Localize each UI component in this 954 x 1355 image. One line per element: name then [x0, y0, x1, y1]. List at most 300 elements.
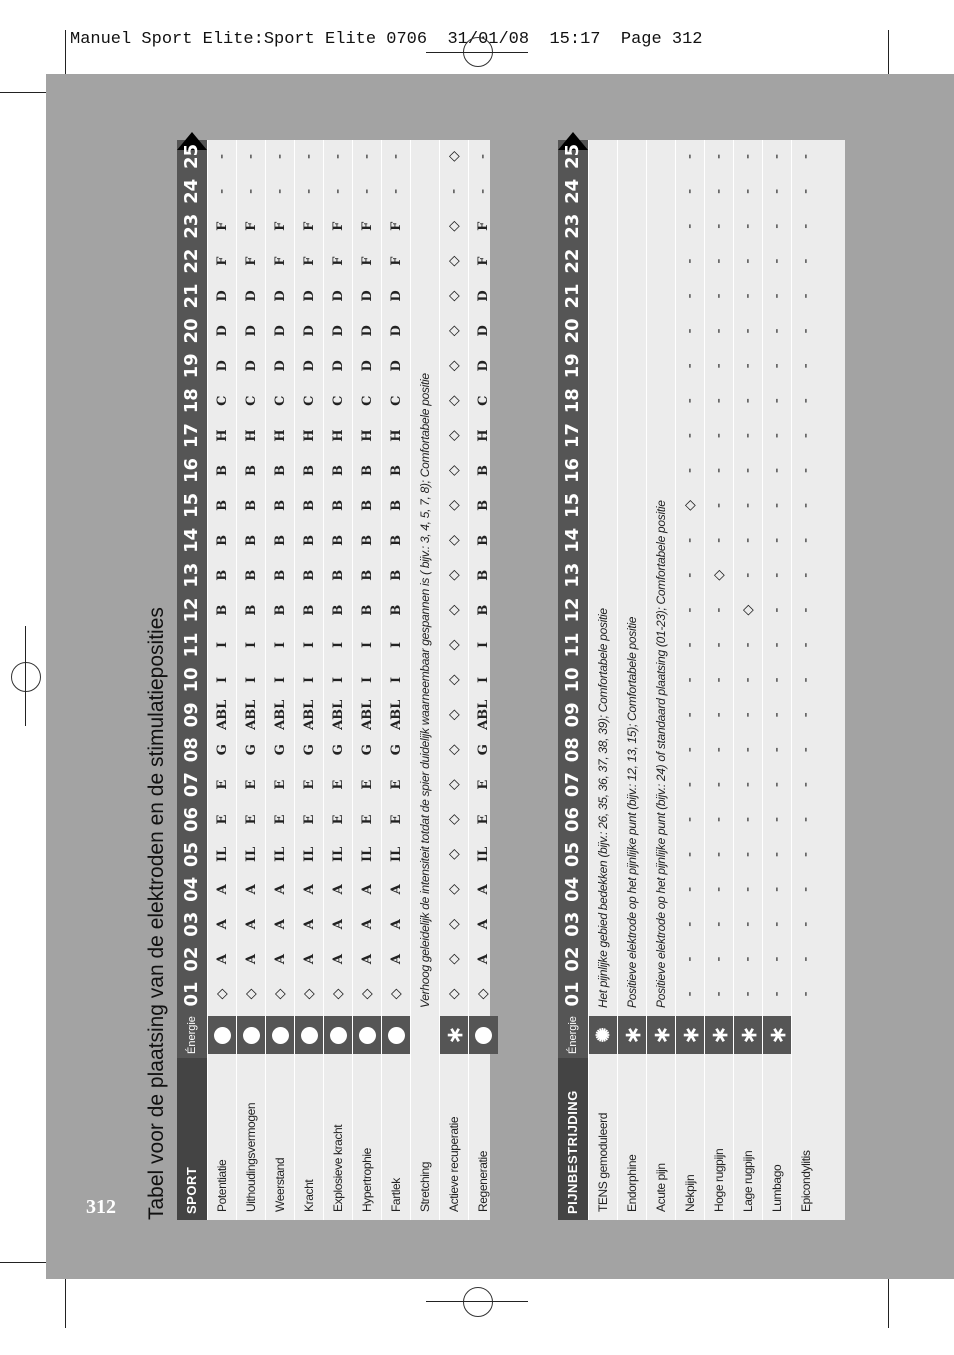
table-cell: A	[273, 919, 288, 930]
table-cell: A	[360, 954, 375, 965]
table-cell: -	[272, 188, 288, 194]
table-cell: -	[740, 363, 756, 369]
energy-cell	[792, 1016, 821, 1054]
table-cell: -	[682, 886, 698, 892]
table-cell: F	[302, 221, 317, 231]
table-cell: -	[682, 677, 698, 683]
table-cell: -	[682, 607, 698, 613]
table-cell: -	[682, 572, 698, 578]
table-cell: IL	[244, 846, 259, 863]
row-label: Actieve recuperatie	[447, 1116, 461, 1212]
table-cell: E	[360, 814, 375, 825]
table-cell: -	[740, 223, 756, 229]
table-cell: C	[476, 395, 491, 406]
table-cell: A	[360, 884, 375, 895]
table-cell: F	[331, 221, 346, 231]
table-cell: D	[360, 360, 375, 372]
table-cell: B	[273, 534, 288, 546]
table-cell: A	[273, 884, 288, 895]
table-cell: D	[476, 360, 491, 372]
column-number: 06	[181, 806, 202, 833]
table-cell: H	[244, 429, 259, 442]
table-cell: G	[273, 744, 288, 756]
table-cell: B	[331, 499, 346, 511]
table-cell: G	[244, 744, 259, 756]
table-cell: B	[476, 569, 491, 581]
column-number: 14	[562, 527, 583, 553]
row-label: Hypertrophie	[360, 1148, 374, 1212]
table-cell: -	[711, 188, 727, 194]
column-number: 04	[181, 876, 202, 902]
column-number: 25	[562, 143, 583, 169]
row-note: Verhoog geleidelijk de intensiteit totdat de spier duidelijk waarneembaar gespannen is ( bijv.: 3, 4, 5, 7, 8); Comfortabele positie	[418, 373, 432, 1008]
table-cell: -	[769, 328, 785, 334]
table-cell: A	[215, 884, 230, 895]
table-cell: B	[273, 569, 288, 581]
column-number: 14	[181, 527, 202, 553]
crop-mark	[426, 1301, 528, 1302]
table-cell: B	[476, 604, 491, 616]
table-cell: -	[711, 328, 727, 334]
section-label: SPORT	[177, 1058, 207, 1220]
table-cell: -	[798, 712, 814, 718]
table-cell: I	[273, 676, 288, 683]
table-cell: F	[389, 221, 404, 231]
column-number: 13	[562, 562, 583, 588]
table-cell: -	[769, 886, 785, 892]
table-cell: E	[476, 779, 491, 790]
table-cell: D	[215, 325, 230, 337]
table-cell: ◇	[359, 988, 375, 1000]
table-cell: -	[711, 398, 727, 404]
table-cell: B	[360, 534, 375, 546]
table-cell: -	[711, 921, 727, 927]
table-cell: F	[389, 256, 404, 266]
table-cell: -	[682, 328, 698, 334]
table-cell: -	[769, 607, 785, 613]
table-cell: F	[476, 256, 491, 266]
table-cell: E	[331, 814, 346, 825]
energy-cell	[676, 1016, 705, 1054]
table-cell: ◇	[446, 744, 462, 756]
table-cell: ABL	[215, 699, 230, 730]
table-cell: -	[769, 433, 785, 439]
table-cell: ◇	[446, 151, 462, 162]
rotated-content	[145, 130, 850, 1220]
page-number: 312	[86, 1196, 116, 1218]
table-cell: C	[215, 395, 230, 406]
table-cell: I	[273, 641, 288, 649]
table-cell: ◇	[446, 325, 462, 337]
table-row	[468, 140, 498, 1220]
table-cell: -	[740, 328, 756, 334]
table-cell: -	[798, 258, 814, 264]
column-number: 25	[181, 143, 202, 169]
table-cell: -	[359, 153, 375, 159]
energy-cell	[208, 1016, 237, 1054]
table-cell: D	[273, 290, 288, 302]
table-cell: C	[244, 395, 259, 406]
table-cell: -	[214, 188, 230, 194]
column-number: 01	[181, 981, 202, 1007]
column-number: 04	[562, 876, 583, 902]
column-number: 01	[562, 981, 583, 1007]
column-number: 13	[181, 562, 202, 588]
row-label: Acute pijn	[654, 1163, 668, 1212]
column-number: 10	[562, 667, 583, 693]
table-cell: -	[798, 921, 814, 927]
table-cell: -	[769, 747, 785, 753]
table-cell: ◇	[711, 569, 727, 581]
table-cell: ◇	[446, 395, 462, 407]
table-cell: G	[215, 744, 230, 756]
table-cell: -	[769, 398, 785, 404]
table-cell: E	[244, 779, 259, 790]
table-cell: -	[740, 537, 756, 543]
table-cell: C	[331, 395, 346, 406]
table-cell: -	[798, 223, 814, 229]
table-cell: -	[769, 816, 785, 823]
column-number: 23	[181, 213, 202, 239]
table-cell: -	[682, 223, 698, 229]
table-cell: B	[360, 465, 375, 476]
table-row	[236, 140, 266, 1220]
table-cell: -	[798, 188, 814, 194]
table-cell: ◇	[446, 918, 462, 930]
column-number: 16	[181, 457, 202, 484]
table-cell: -	[711, 851, 727, 857]
table-row	[265, 140, 295, 1220]
table-cell: A	[215, 919, 230, 930]
table-cell: -	[388, 188, 404, 194]
table-header	[558, 140, 588, 1220]
column-number: 15	[562, 492, 583, 518]
table-cell: -	[798, 328, 814, 334]
table-cell: I	[244, 676, 259, 683]
asterisk-icon: ∗	[620, 1025, 645, 1045]
table-cell: H	[331, 429, 346, 442]
table-cell: A	[273, 954, 288, 965]
table-cell: ◇	[446, 779, 462, 790]
table-cell: -	[711, 816, 727, 823]
table-cell: -	[769, 258, 785, 264]
row-label: Endorphine	[625, 1154, 639, 1212]
table-cell: G	[476, 744, 491, 756]
table-cell: A	[360, 919, 375, 930]
table-cell: F	[273, 221, 288, 231]
table-cell: -	[798, 572, 814, 578]
table-cell: -	[711, 258, 727, 264]
table-cell: -	[682, 363, 698, 369]
column-number: 08	[562, 737, 583, 763]
table-cell: -	[769, 991, 785, 997]
table-cell: D	[331, 325, 346, 337]
column-number: 24	[181, 178, 202, 204]
table-cell: IL	[273, 846, 288, 863]
table-cell: -	[682, 921, 698, 927]
table-cell: -	[243, 188, 259, 194]
table-cell: E	[273, 814, 288, 825]
table-cell: -	[711, 677, 727, 683]
table-cell: -	[740, 886, 756, 892]
table-cell: ◇	[301, 988, 317, 1000]
table-cell: -	[769, 572, 785, 578]
row-note: Positieve elektrode op het pijnlijke punt (bijv.: 24) of standaard plaatsing (01-23); Comfortabele positie	[654, 500, 668, 1008]
table-cell: E	[244, 814, 259, 825]
table-cell: ◇	[446, 465, 462, 476]
table-cell: -	[769, 502, 785, 508]
table-cell: B	[244, 465, 259, 476]
crop-mark	[888, 30, 889, 78]
table-cell: -	[711, 293, 727, 299]
table-cell: -	[769, 467, 785, 474]
table-cell: A	[331, 919, 346, 930]
column-number: 12	[181, 597, 202, 623]
table-cell: ◇	[475, 988, 491, 1000]
table-cell: E	[215, 779, 230, 790]
row-note: Positieve elektrode op het pijnlijke punt (bijv.: 12, 13, 15); Comfortabele positie	[625, 616, 639, 1008]
table-cell: -	[330, 188, 346, 194]
table-cell: -	[740, 293, 756, 299]
table-cell: -	[769, 642, 785, 648]
table-cell: -	[711, 153, 727, 159]
row-label: Lage rugpijn	[741, 1150, 755, 1212]
table-cell: ABL	[244, 699, 259, 730]
table-cell: -	[769, 537, 785, 543]
table-cell: -	[682, 747, 698, 753]
energy-dot-icon	[243, 1027, 260, 1044]
table-cell: ◇	[214, 988, 230, 1000]
table-cell: E	[389, 779, 404, 790]
column-number: 22	[181, 248, 202, 274]
table-cell: B	[302, 604, 317, 616]
table-cell: B	[360, 569, 375, 581]
crop-mark	[0, 1262, 50, 1263]
table-cell: A	[244, 919, 259, 930]
asterisk-icon: ∗	[736, 1025, 761, 1045]
pain-table	[558, 140, 845, 1220]
table-cell: -	[682, 153, 698, 159]
table-cell: D	[244, 290, 259, 302]
sun-icon: ✺	[593, 1027, 613, 1043]
table-cell: D	[273, 325, 288, 337]
column-number: 15	[181, 492, 202, 518]
table-cell: -	[798, 293, 814, 299]
table-cell: -	[740, 677, 756, 683]
column-number: 05	[562, 841, 583, 867]
table-cell: B	[476, 534, 491, 546]
table-cell: B	[389, 569, 404, 581]
row-label: Stretching	[418, 1161, 432, 1212]
table-cell: A	[302, 954, 317, 965]
table-cell: -	[682, 188, 698, 194]
table-cell: I	[215, 641, 230, 649]
table-cell: A	[476, 919, 491, 930]
table-cell: B	[360, 499, 375, 511]
row-label: Fartlek	[389, 1178, 403, 1212]
column-number: 11	[181, 632, 202, 658]
energy-cell	[618, 1016, 647, 1054]
table-cell: D	[476, 325, 491, 337]
table-cell: -	[711, 223, 727, 229]
column-number: 03	[181, 911, 202, 937]
page-title: Tabel voor de plaatsing van de elektroden en de stimulatieposities	[145, 607, 168, 1220]
table-cell: H	[273, 429, 288, 442]
table-cell: B	[244, 604, 259, 616]
table-cell: D	[360, 290, 375, 302]
energy-cell	[734, 1016, 763, 1054]
row-label: Epicondylitis	[799, 1150, 813, 1212]
energy-cell	[411, 1016, 440, 1054]
asterisk-icon: ∗	[649, 1025, 674, 1045]
table-cell: F	[244, 221, 259, 231]
table-cell: I	[302, 676, 317, 683]
table-cell: -	[798, 502, 814, 508]
table-cell: ◇	[446, 814, 462, 825]
column-number: 03	[562, 911, 583, 937]
table-cell: -	[243, 153, 259, 159]
table-cell: -	[740, 398, 756, 404]
table-cell: -	[769, 782, 785, 788]
table-cell: D	[389, 325, 404, 337]
table-cell: ABL	[273, 699, 288, 730]
energy-cell	[705, 1016, 734, 1054]
registration-mark	[11, 662, 41, 692]
table-cell: ◇	[446, 360, 462, 372]
table-cell: F	[215, 221, 230, 231]
column-number: 05	[181, 841, 202, 867]
table-cell: -	[798, 153, 814, 159]
table-cell: -	[769, 293, 785, 299]
table-cell: -	[682, 537, 698, 543]
row-label: Weerstand	[273, 1157, 287, 1212]
table-row	[704, 140, 734, 1220]
table-cell: -	[740, 258, 756, 264]
table-row	[762, 140, 792, 1220]
column-number: 06	[562, 806, 583, 833]
table-cell: -	[682, 816, 698, 823]
table-cell: -	[711, 467, 727, 474]
table-cell: -	[798, 851, 814, 857]
table-cell: A	[331, 884, 346, 895]
table-cell: -	[682, 398, 698, 404]
table-cell: -	[740, 816, 756, 823]
table-cell: ◇	[446, 500, 462, 511]
table-cell: E	[331, 779, 346, 790]
table-cell: I	[360, 641, 375, 649]
column-number: 22	[562, 248, 583, 274]
table-cell: F	[331, 256, 346, 266]
table-cell: -	[769, 363, 785, 369]
table-cell: B	[302, 465, 317, 476]
table-row	[323, 140, 353, 1220]
table-cell: -	[798, 886, 814, 892]
table-cell: -	[798, 816, 814, 823]
table-cell: IL	[476, 846, 491, 863]
table-cell: B	[215, 465, 230, 476]
table-cell: E	[215, 814, 230, 825]
column-number: 12	[562, 597, 583, 623]
column-number: 08	[181, 737, 202, 763]
table-cell: B	[244, 569, 259, 581]
table-cell: -	[740, 642, 756, 648]
table-cell: ◇	[446, 290, 462, 302]
table-cell: -	[798, 747, 814, 753]
table-cell: -	[769, 677, 785, 683]
table-cell: -	[711, 502, 727, 508]
table-cell: IL	[389, 846, 404, 863]
table-cell: H	[302, 429, 317, 442]
table-cell: -	[769, 921, 785, 927]
table-cell: B	[389, 499, 404, 511]
table-cell: E	[302, 779, 317, 790]
table-cell: ABL	[302, 699, 317, 730]
table-cell: -	[798, 991, 814, 997]
energy-dot-icon	[359, 1027, 376, 1044]
table-cell: B	[476, 499, 491, 511]
table-cell: E	[360, 779, 375, 790]
table-cell: -	[769, 188, 785, 194]
table-cell: B	[331, 604, 346, 616]
energy-cell	[353, 1016, 382, 1054]
table-cell: A	[215, 954, 230, 965]
table-cell: -	[769, 851, 785, 857]
table-cell: -	[740, 956, 756, 962]
column-number: 17	[562, 423, 583, 449]
row-label: Lumbago	[770, 1164, 784, 1212]
table-cell: -	[711, 433, 727, 439]
row-label: Potentiatie	[215, 1159, 229, 1212]
table-cell: ◇	[446, 534, 462, 546]
energy-cell	[295, 1016, 324, 1054]
table-row	[646, 140, 676, 1220]
energy-header: Énergie	[567, 1016, 579, 1054]
table-cell: B	[331, 465, 346, 476]
table-cell: C	[389, 395, 404, 406]
table-cell: -	[475, 188, 491, 194]
table-cell: B	[215, 569, 230, 581]
table-cell: D	[360, 325, 375, 337]
column-number: 07	[562, 772, 583, 798]
table-cell: B	[244, 534, 259, 546]
table-cell: F	[273, 256, 288, 266]
table-cell: A	[331, 954, 346, 965]
table-cell: -	[740, 467, 756, 474]
table-cell: D	[273, 360, 288, 372]
table-cell: ABL	[389, 699, 404, 730]
table-cell: B	[389, 604, 404, 616]
table-cell: A	[476, 954, 491, 965]
table-cell: -	[711, 991, 727, 997]
table-cell: F	[360, 256, 375, 266]
print-slug: Manuel Sport Elite:Sport Elite 0706 31/01/08 15:17 Page 312	[70, 30, 703, 49]
table-cell: ABL	[331, 699, 346, 730]
energy-dot-icon	[301, 1027, 318, 1044]
energy-cell	[647, 1016, 676, 1054]
crop-mark	[426, 52, 528, 53]
table-cell: E	[476, 814, 491, 825]
energy-dot-icon	[388, 1027, 405, 1044]
row-label: Uithoudingsvermogen	[244, 1102, 258, 1212]
table-cell: F	[360, 221, 375, 231]
table-cell: B	[331, 534, 346, 546]
table-cell: ◇	[446, 639, 462, 651]
table-cell: -	[769, 223, 785, 229]
table-cell: -	[711, 782, 727, 788]
table-cell: -	[682, 851, 698, 857]
table-cell: D	[302, 360, 317, 372]
table-cell: IL	[331, 846, 346, 863]
